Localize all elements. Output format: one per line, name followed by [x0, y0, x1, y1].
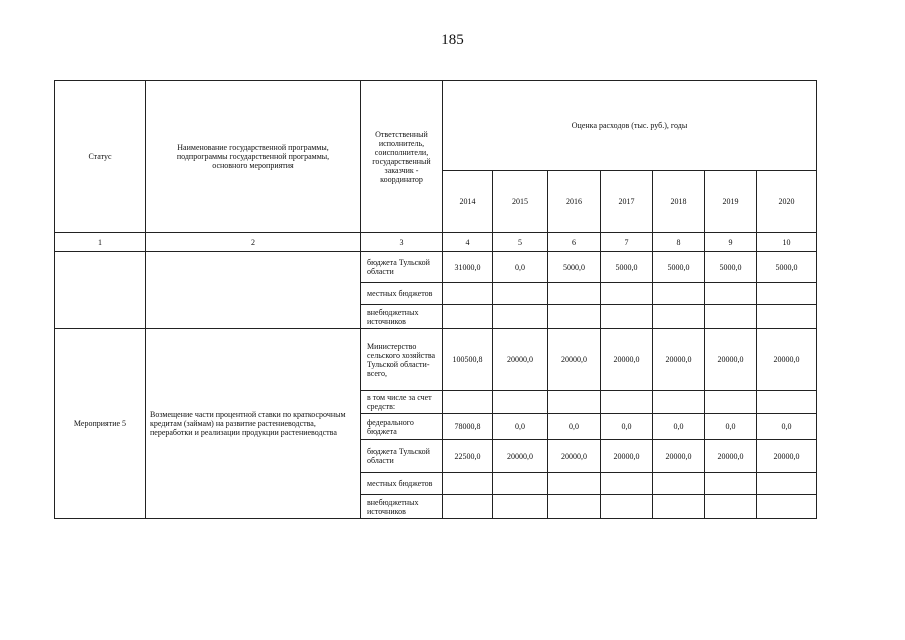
value-cell: [653, 305, 705, 329]
value-cell: 78000,8: [443, 414, 493, 440]
value-cell: 100500,8: [443, 329, 493, 391]
value-cell: [653, 283, 705, 305]
header-year: 2014: [443, 171, 493, 233]
value-cell: 20000,0: [757, 440, 817, 473]
executor-cell: местных бюджетов: [361, 473, 443, 495]
value-cell: [705, 495, 757, 519]
executor-cell: федерального бюджета: [361, 414, 443, 440]
value-cell: [601, 473, 653, 495]
value-cell: 20000,0: [653, 329, 705, 391]
value-cell: 20000,0: [601, 329, 653, 391]
value-cell: [548, 495, 601, 519]
value-cell: 20000,0: [757, 329, 817, 391]
header-year: 2019: [705, 171, 757, 233]
value-cell: [757, 473, 817, 495]
value-cell: 20000,0: [493, 329, 548, 391]
value-cell: 0,0: [548, 414, 601, 440]
value-cell: 0,0: [653, 414, 705, 440]
value-cell: [548, 305, 601, 329]
status-cell-empty: [55, 252, 146, 329]
value-cell: 0,0: [493, 252, 548, 283]
value-cell: 20000,0: [493, 440, 548, 473]
column-number: 10: [757, 233, 817, 252]
value-cell: 20000,0: [548, 329, 601, 391]
header-year: 2018: [653, 171, 705, 233]
executor-cell: бюджета Тульской области: [361, 440, 443, 473]
header-year: 2015: [493, 171, 548, 233]
measure-status: Мероприятие 5: [55, 329, 146, 519]
column-number: 2: [146, 233, 361, 252]
value-cell: [548, 391, 601, 414]
value-cell: [443, 283, 493, 305]
value-cell: [493, 495, 548, 519]
value-cell: 5000,0: [548, 252, 601, 283]
value-cell: 20000,0: [653, 440, 705, 473]
value-cell: 0,0: [493, 414, 548, 440]
column-number: 8: [653, 233, 705, 252]
header-year: 2016: [548, 171, 601, 233]
header-executor: Ответственный исполнитель, соисполнители, государственный заказчик - координатор: [361, 81, 443, 233]
value-cell: [653, 495, 705, 519]
value-cell: [705, 391, 757, 414]
executor-cell: внебюджетных источников: [361, 495, 443, 519]
executor-cell: внебюджетных источников: [361, 305, 443, 329]
page-number: 185: [441, 32, 464, 48]
value-cell: [757, 305, 817, 329]
value-cell: [757, 283, 817, 305]
value-cell: 0,0: [601, 414, 653, 440]
header-year: 2020: [757, 171, 817, 233]
name-cell-empty: [146, 252, 361, 329]
value-cell: [493, 391, 548, 414]
value-cell: 20000,0: [705, 440, 757, 473]
value-cell: 5000,0: [601, 252, 653, 283]
column-number: 1: [55, 233, 146, 252]
value-cell: [548, 283, 601, 305]
value-cell: [705, 283, 757, 305]
value-cell: [548, 473, 601, 495]
executor-cell: местных бюджетов: [361, 283, 443, 305]
measure-name: Возмещение части процентной ставки по краткосрочным кредитам (займам) на развитие растениеводства, переработки и реализации продукции растениеводства: [146, 329, 361, 519]
column-number: 5: [493, 233, 548, 252]
column-number-row: [55, 233, 817, 252]
value-cell: [601, 391, 653, 414]
value-cell: [757, 391, 817, 414]
value-cell: 5000,0: [653, 252, 705, 283]
value-cell: 5000,0: [757, 252, 817, 283]
value-cell: 0,0: [705, 414, 757, 440]
value-cell: 31000,0: [443, 252, 493, 283]
value-cell: [443, 391, 493, 414]
table-row: [55, 329, 817, 391]
executor-cell: бюджета Тульской области: [361, 252, 443, 283]
value-cell: [493, 305, 548, 329]
header-status: Статус: [55, 81, 146, 233]
value-cell: [757, 495, 817, 519]
table-row: [55, 252, 817, 283]
value-cell: [443, 473, 493, 495]
value-cell: 20000,0: [548, 440, 601, 473]
value-cell: [653, 473, 705, 495]
value-cell: [653, 391, 705, 414]
value-cell: [705, 305, 757, 329]
value-cell: [601, 305, 653, 329]
column-number: 9: [705, 233, 757, 252]
column-number: 7: [601, 233, 653, 252]
column-number: 4: [443, 233, 493, 252]
header-name: Наименование государственной программы, подпрограммы государственной программы, основного мероприятия: [146, 81, 361, 233]
value-cell: 20000,0: [705, 329, 757, 391]
executor-cell: Министерство сельского хозяйства Тульской области- всего,: [361, 329, 443, 391]
value-cell: 0,0: [757, 414, 817, 440]
value-cell: [493, 473, 548, 495]
value-cell: 5000,0: [705, 252, 757, 283]
value-cell: [443, 305, 493, 329]
value-cell: 20000,0: [601, 440, 653, 473]
value-cell: [443, 495, 493, 519]
value-cell: [601, 283, 653, 305]
column-number: 6: [548, 233, 601, 252]
budget-table: [54, 80, 817, 519]
value-cell: [493, 283, 548, 305]
executor-cell: в том числе за счет средств:: [361, 391, 443, 414]
header-year: 2017: [601, 171, 653, 233]
value-cell: 22500,0: [443, 440, 493, 473]
header-expenses: Оценка расходов (тыс. руб.), годы: [443, 81, 817, 171]
value-cell: [705, 473, 757, 495]
value-cell: [601, 495, 653, 519]
column-number: 3: [361, 233, 443, 252]
